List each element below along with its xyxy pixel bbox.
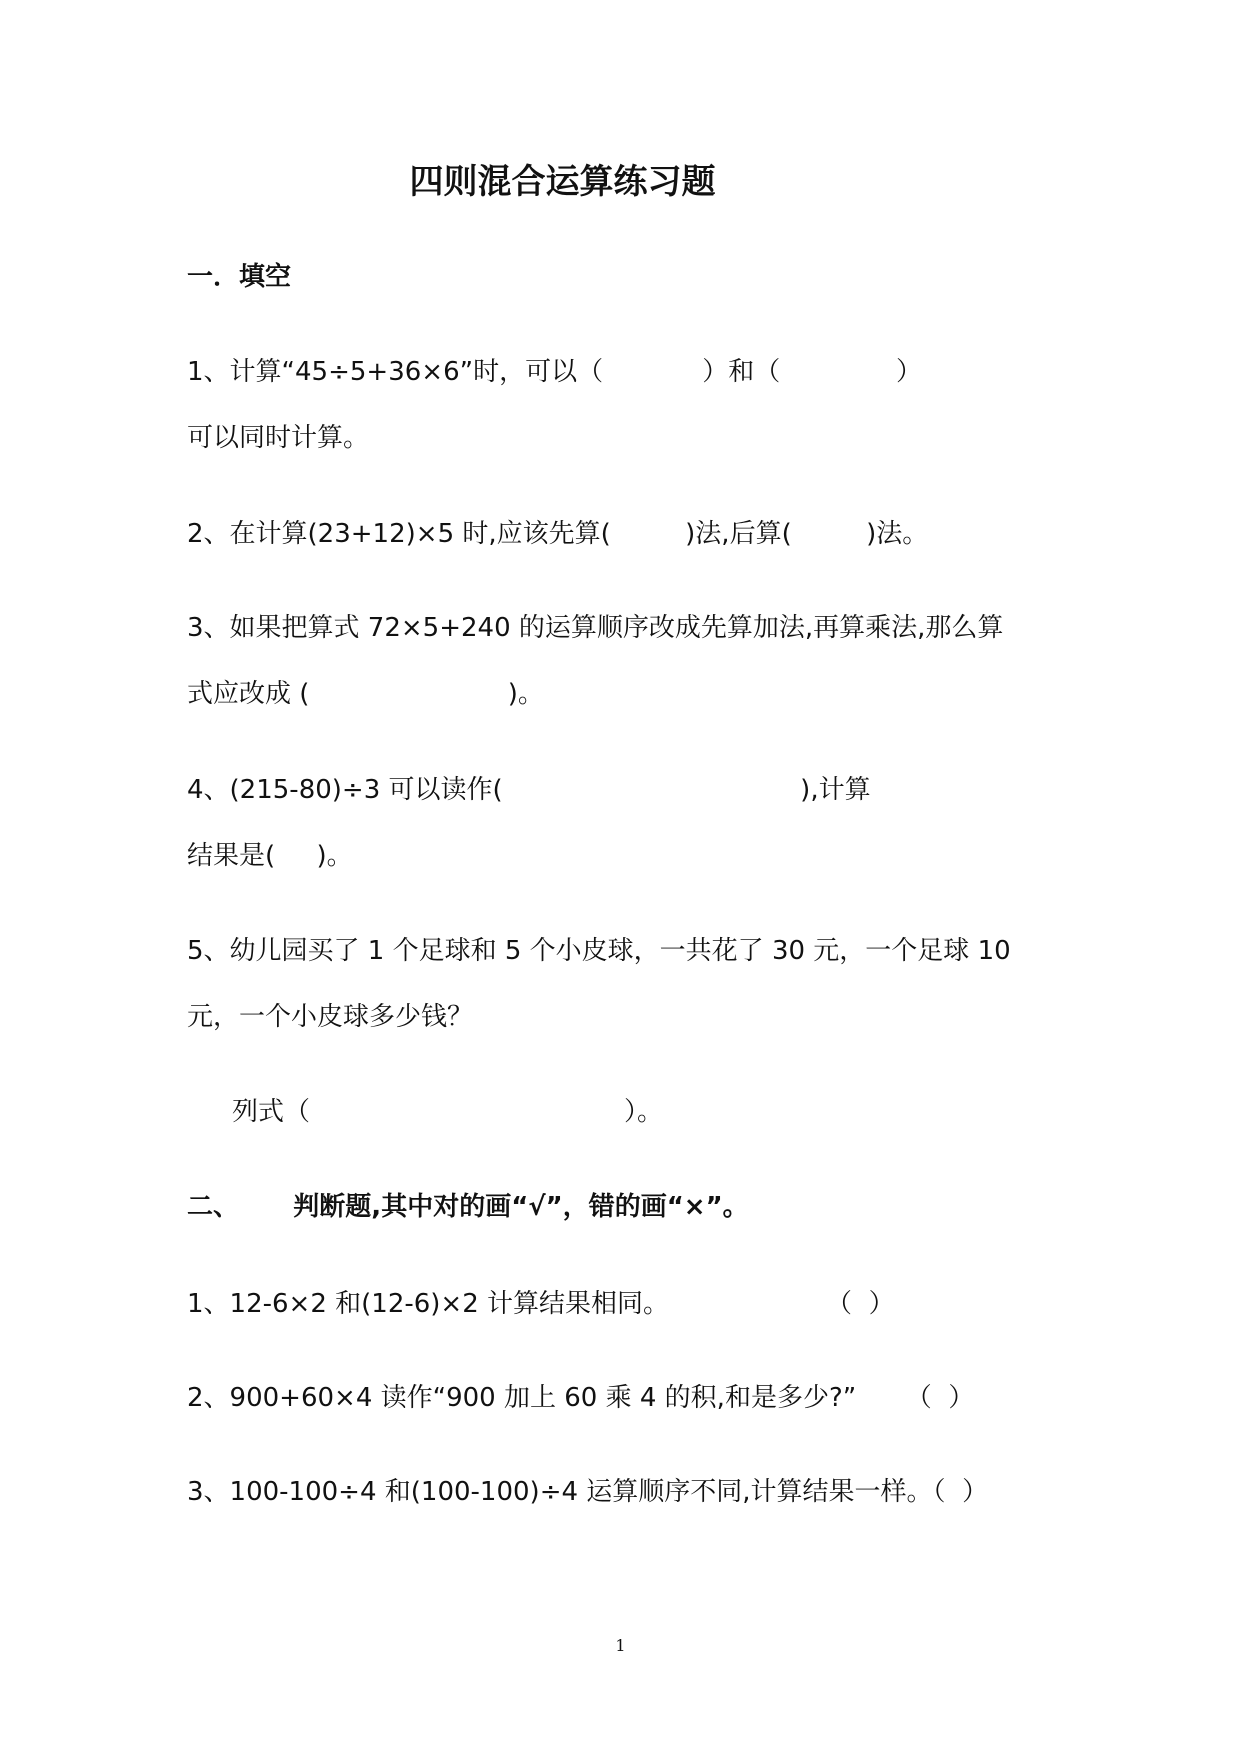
question-1-4-line-2: 结果是( )。 [187, 841, 353, 871]
page-title-text: 四则混合运算练习题 [409, 162, 716, 202]
question-2-3: 3、100-100÷4 和(100-100)÷4 运算顺序不同,计算结果一样。（ ） [187, 1477, 989, 1507]
question-1-5-formula: 列式（ ）。 [232, 1097, 664, 1127]
question-1-2: 2、在计算(23+12)×5 时,应该先算( )法,后算( )法。 [187, 519, 929, 549]
question-2-1: 1、12-6×2 和(12-6)×2 计算结果相同。 （ ） [187, 1289, 895, 1319]
question-1-3-line-1: 3、如果把算式 72×5+240 的运算顺序改成先算加法,再算乘法,那么算 [187, 613, 1004, 643]
section-1-heading: 一．填空 [187, 262, 292, 292]
question-1-5-line-2: 元，一个小皮球多少钱？ [187, 1002, 474, 1032]
question-1-4-line-1: 4、(215-80)÷3 可以读作( ),计算 [187, 775, 871, 805]
question-1-1-line-2: 可以同时计算。 [187, 423, 370, 453]
page-title [0, 162, 1241, 202]
page-number: 1 [615, 1636, 626, 1655]
question-1-3-line-2: 式应改成 ( )。 [187, 679, 544, 709]
section-2-heading: 二、 判断题,其中对的画“√”，错的画“×”。 [187, 1192, 749, 1222]
question-2-2: 2、900+60×4 读作“900 加上 60 乘 4 的积,和是多少?” （ ） [187, 1383, 975, 1413]
question-1-1-line-1: 1、计算“45÷5+36×6”时，可以（ ）和（ ） [187, 357, 922, 387]
question-1-5-line-1: 5、幼儿园买了 1 个足球和 5 个小皮球，一共花了 30 元，一个足球 10 [187, 936, 1011, 966]
